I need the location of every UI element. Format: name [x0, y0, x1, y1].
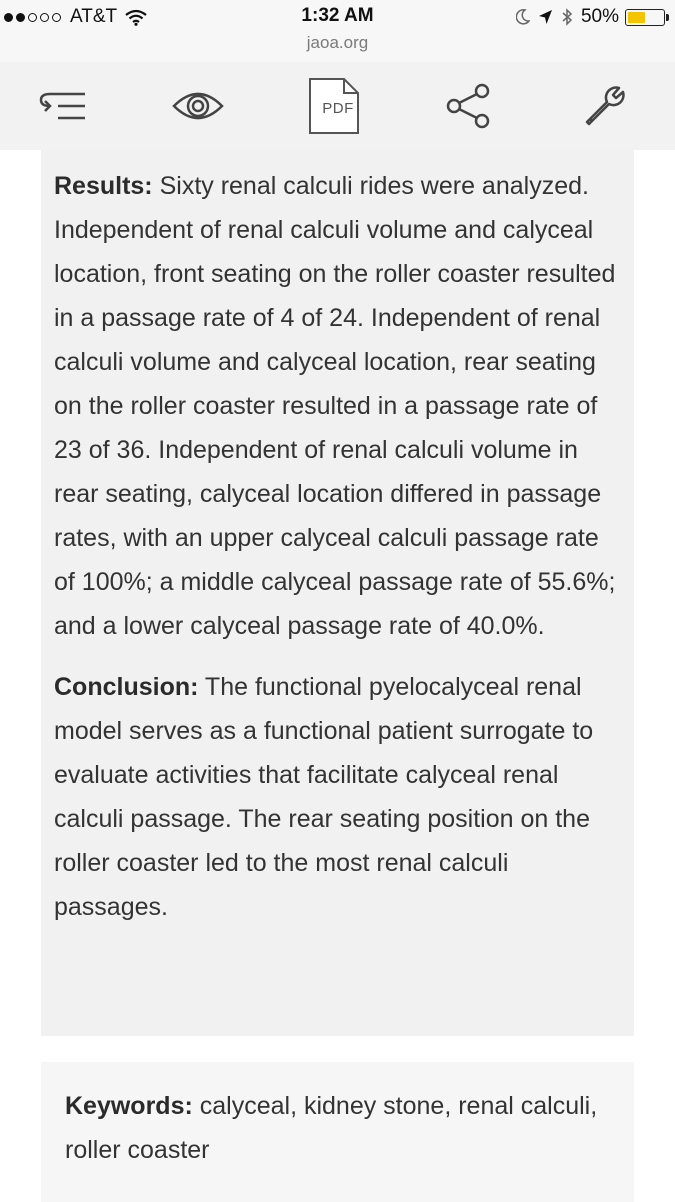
- conclusion-paragraph: [41, 648, 634, 929]
- view-button[interactable]: [166, 74, 230, 138]
- pdf-button[interactable]: [301, 74, 365, 138]
- results-heading: Results:: [54, 172, 153, 200]
- tools-button[interactable]: [573, 74, 637, 138]
- battery-icon: [625, 9, 665, 26]
- conclusion-text: The functional pyelocalyceal renal model serves as a functional patient surrogate to evaluate activities that facilitate calyceal renal calculi passage. The rear seating position on the roller coaster led to the most renal calculi passages.: [54, 673, 594, 921]
- moon-icon: [516, 9, 530, 25]
- keywords-paragraph: [41, 1062, 634, 1172]
- keywords-panel: [41, 1062, 634, 1202]
- article-toolbar: [0, 62, 675, 150]
- status-bar: [0, 0, 675, 62]
- clock-time: 1:32 AM: [301, 5, 374, 26]
- status-right: [516, 6, 665, 28]
- share-icon: [445, 83, 491, 129]
- share-button[interactable]: [436, 74, 500, 138]
- battery-level: [628, 12, 645, 23]
- conclusion-heading: Conclusion:: [54, 673, 199, 701]
- page-url[interactable]: jaoa.org: [306, 33, 369, 52]
- location-arrow-icon: [538, 9, 553, 25]
- battery-percent: 50%: [580, 6, 619, 27]
- carrier-name: AT&T: [70, 6, 118, 27]
- bluetooth-icon: [561, 8, 573, 26]
- results-paragraph: [41, 150, 634, 648]
- results-text: Sixty renal calculi rides were analyzed. Independent of renal calculi volume and calyceal location, front seating on the roller coaster resulted in a passage rate of 4 of 24. Independent of renal calculi volume and calyceal location, rear seating on the roller coaster resulted in a passage rate of 23 of 36. Independent of renal calculi volume in rear seating, calyceal location differed in passage rates, with an upper calyceal calculi passage rate of 100%; a middle calyceal passage rate of 55.6%; and a lower calyceal passage rate of 40.0%.: [54, 172, 616, 640]
- eye-icon: [172, 90, 224, 122]
- pdf-label: PDF: [322, 100, 354, 117]
- toc-button[interactable]: [31, 74, 95, 138]
- keywords-text: calyceal, kidney stone, renal calculi, roller coaster: [65, 1092, 598, 1164]
- toc-icon: [36, 86, 90, 126]
- abstract-panel: [41, 150, 634, 1036]
- wrench-icon: [581, 82, 629, 130]
- keywords-heading: Keywords:: [65, 1092, 193, 1120]
